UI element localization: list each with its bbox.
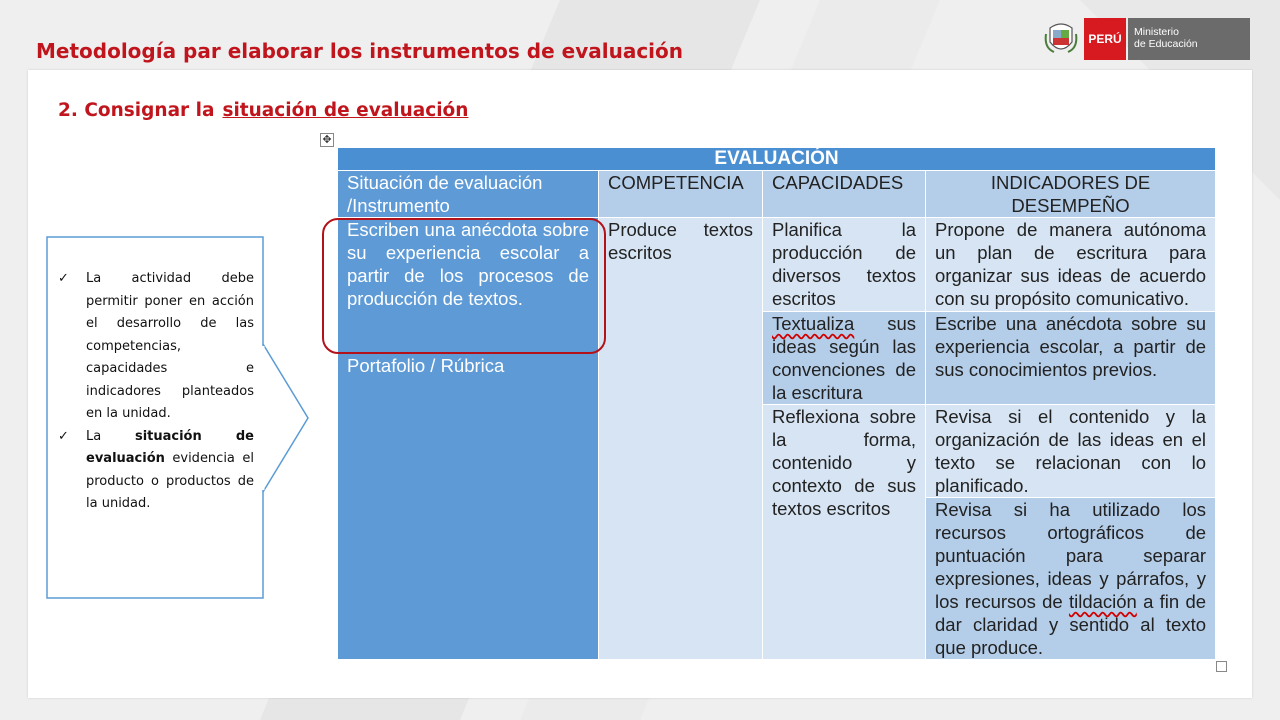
table-title: EVALUACIÓN [338,148,1216,171]
callout-item-text: evidencia el producto o productos de la unidad. [86,451,254,511]
callout-item [58,268,254,426]
subtitle-prefix: 2. Consignar la [58,100,215,121]
slide-title: Metodología par elaborar los instrumentos de evaluación [36,39,684,63]
coat-of-arms-icon [1044,20,1078,58]
header-capacidades: CAPACIDADES [763,171,926,218]
indicador-cell: Propone de manera autónoma un plan de escritura para organizar sus ideas de acuerdo con su propósito comunicativo. [926,218,1216,312]
situation-text: Escriben una anécdota sobre su experiencia escolar a partir de los procesos de producción de textos. [347,219,589,309]
highlight-outline [322,218,606,354]
peru-label: PERÚ [1084,18,1126,60]
indicador-text: a fin de dar claridad y sentido al texto que produce. [935,591,1207,658]
indicador-cell: Escribe una anécdota sobre su experiencia escolar, a partir de sus conocimientos previos. [926,312,1216,405]
ministry-line1: Ministerio [1134,26,1179,38]
callout-item-bold: situación de evaluación [86,428,254,466]
callout-text [58,268,254,516]
indicador-cell: Revisa si el contenido y la organización de las ideas en el texto se relacionan con lo planificado. [926,405,1216,498]
header-situation: Situación de evaluación /Instrumento [338,171,599,218]
instrument-text: Portafolio / Rúbrica [347,355,505,376]
callout-item-text: La [86,428,135,444]
ministry-logo [1044,16,1250,60]
callout-item-text: La actividad debe permitir poner en acción el desarrollo de las competencias, capacidades e indicadores planteados en la unidad. [86,271,254,421]
competencia-cell: Produce textos escritos [599,218,763,660]
ministry-line2: de Educación [1134,38,1198,50]
table-resize-handle-icon[interactable] [1216,661,1227,672]
capacidad-cell [763,312,926,405]
capacidad-cell: Reflexiona sobre la forma, contenido y contexto de sus textos escritos [763,405,926,660]
capacidad-text: sus ideas según las convenciones de la escritura [772,313,916,403]
capacidad-cell: Planifica la producción de diversos textos escritos [763,218,926,312]
header-indicadores: INDICADORES DE DESEMPEÑO [926,171,1216,218]
indicador-cell [926,498,1216,660]
indicador-text: Revisa si ha utilizado los recursos ortográficos de puntuación para separar expresiones, ideas y párrafos, y los recursos de [935,499,1207,612]
header-competencia: COMPETENCIA [599,171,763,218]
ministry-label [1128,18,1250,60]
checkmark-icon: ✓ [58,271,69,286]
indicador-underlined: tildación [1068,591,1137,612]
subtitle-highlight: situación de evaluación [222,100,469,121]
section-subtitle [58,100,468,121]
table-move-handle-icon[interactable]: ✥ [320,133,334,147]
checkmark-icon: ✓ [58,428,69,444]
capacidad-underlined: Textualiza [772,313,855,334]
callout-item [58,426,254,516]
